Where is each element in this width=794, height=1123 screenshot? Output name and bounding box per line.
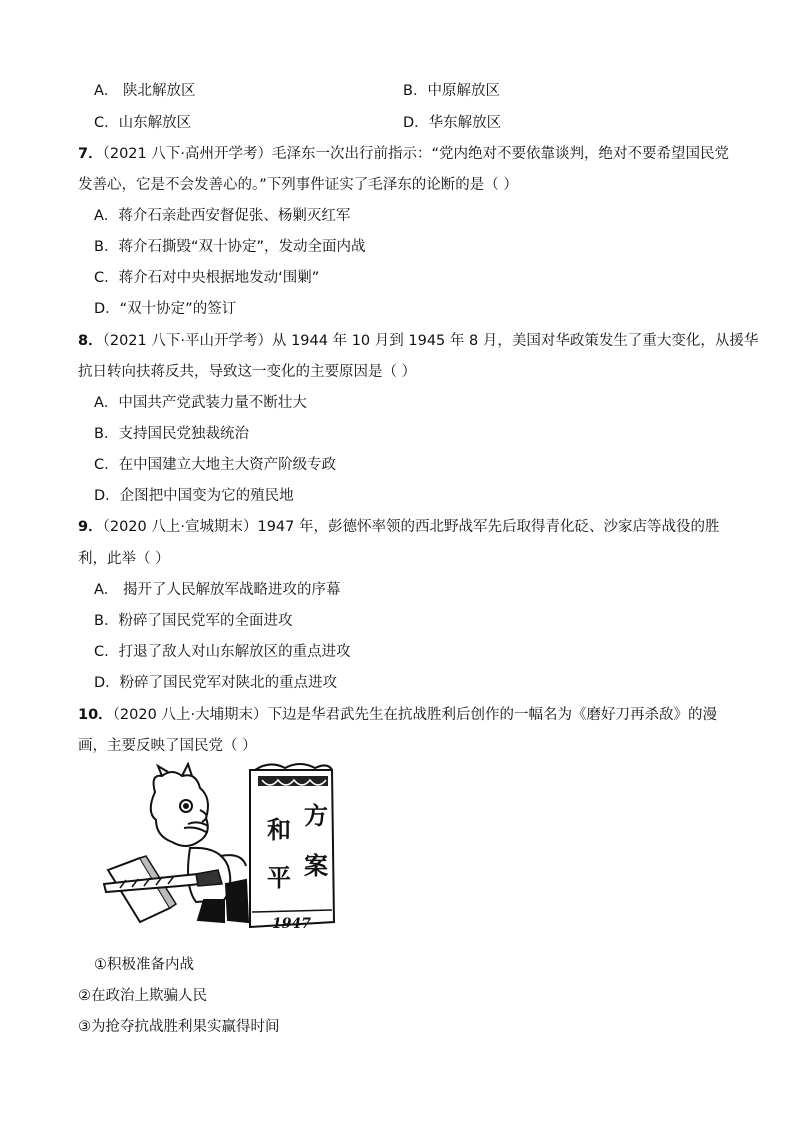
q9-text-1: 1947 年，彭德怀率领的西北野战军先后取得青化砭、沙家店等战役的胜 [257,519,720,535]
q10-statement-3: ③为抢夺抗战胜利果实赢得时间 [78,1019,280,1035]
q8-option-b: B．支持国民党独裁统治 [94,426,249,442]
sign-char-4: 平 [267,863,291,892]
sign-char-1: 方 [304,801,328,830]
q6-option-a: A． 陕北解放区 [94,83,196,99]
q7-stem-line2: 发善心，它是不会发善心的。”下列事件证实了毛泽东的论断的是（ ） [78,177,518,193]
q8-option-d: D．企图把中国变为它的殖民地 [94,488,294,504]
q7-option-d: D．“双十协定”的签订 [94,301,237,317]
q10-number: 10． [78,707,113,723]
q8-text-1: 从 1944 年 10 月到 1945 年 8 月，美国对华政策发生了重大变化，从援华 [271,333,759,349]
q10-text-1: 下边是华君武先生在抗战胜利后创作的一幅名为《磨好刀再杀敌》的漫 [267,707,718,723]
q8-option-a: A．中国共产党武装力量不断壮大 [94,395,307,411]
q8-option-c: C．在中国建立大地主大资产阶级专政 [94,457,337,473]
q10-statement-2: ②在政治上欺骗人民 [78,988,207,1004]
q10-source: （2020 八上·大埔期末） [112,707,268,723]
q9-option-a: A． 揭开了人民解放军战略进攻的序幕 [94,582,341,598]
q8-stem-line1 [78,331,758,351]
q7-option-b: B．蒋介石撕毁“双十协定”，发动全面内战 [94,239,366,255]
q9-option-d: D．粉碎了国民党军对陕北的重点进攻 [94,675,338,691]
q8-stem-line2: 抗日转向扶蒋反共，导致这一变化的主要原因是（ ） [78,364,417,380]
q10-statement-1: ①积极准备内战 [94,957,194,973]
peace-plan-sign [250,764,334,927]
q9-source: （2020 八上·宣城期末） [102,519,258,535]
q7-option-c: C．蒋介石对中央根据地发动‘围剿” [94,270,320,286]
q9-number: 9． [78,519,103,535]
q7-number: 7． [78,146,103,162]
q8-source: （2021 八下·平山开学考） [102,333,272,349]
q6-option-b: B．中原解放区 [403,83,500,99]
cartoon-illustration [100,762,350,932]
q9-option-c: C．打退了敌人对山东解放区的重点进攻 [94,644,351,660]
q7-source: （2021 八下·高州开学考） [102,146,272,162]
q9-stem-line1 [78,517,719,537]
q10-stem-line2: 画，主要反映了国民党（ ） [78,738,257,754]
q7-stem-line1 [78,144,729,164]
sign-char-3: 案 [304,851,328,880]
q7-option-a: A．蒋介石亲赴西安督促张、杨剿灭红军 [94,208,351,224]
q6-option-c: C．山东解放区 [94,115,192,131]
q7-text-1: 毛泽东一次出行前指示：“党内绝对不要依靠谈判，绝对不要希望国民党 [271,146,729,162]
q8-number: 8． [78,333,103,349]
q9-option-b: B．粉碎了国民党军的全面进攻 [94,613,293,629]
q9-stem-line2: 利，此举（ ） [78,551,170,567]
q6-option-d: D．华东解放区 [403,115,502,131]
sign-char-2: 和 [267,815,291,844]
cartoon-year: 1947 [272,916,311,932]
q10-stem-line1 [78,705,717,725]
